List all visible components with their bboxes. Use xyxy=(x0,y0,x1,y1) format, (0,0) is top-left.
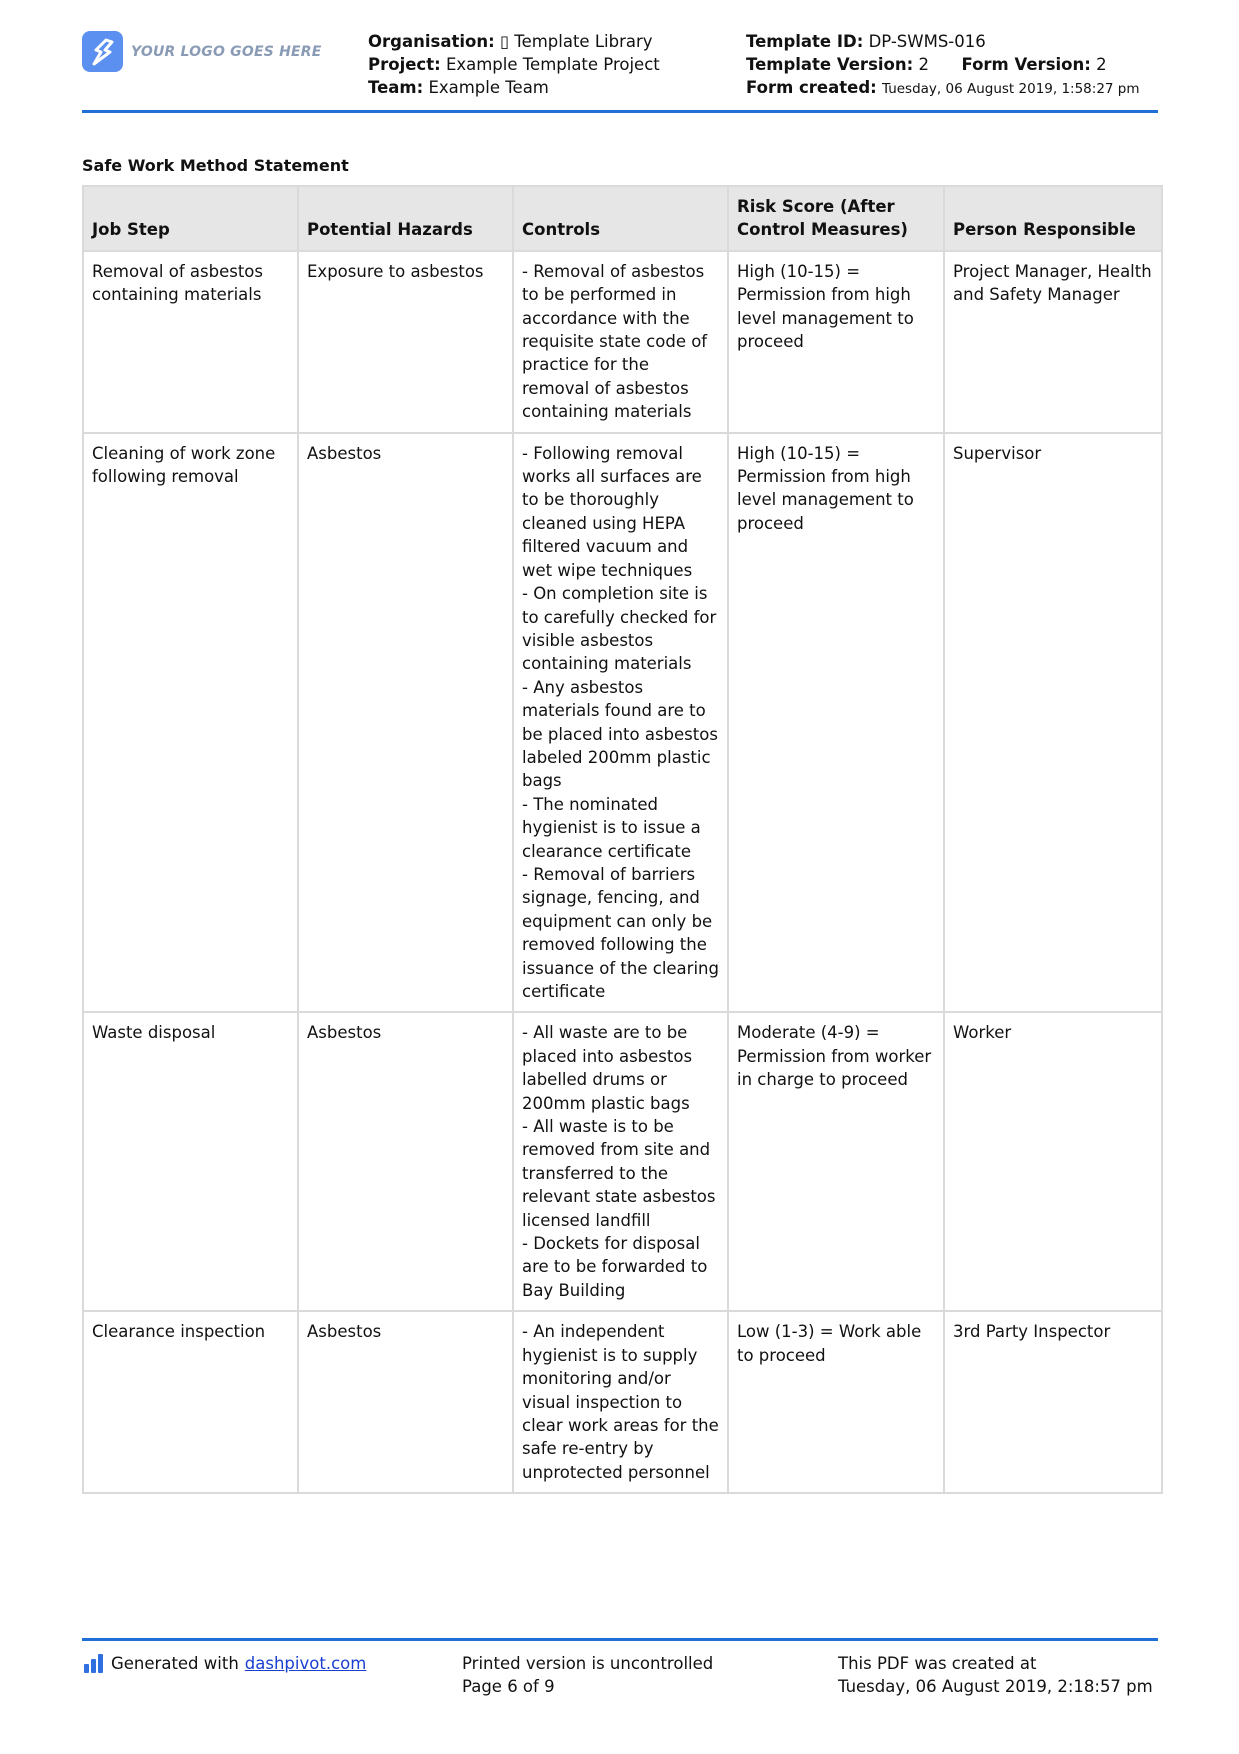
header-meta-right xyxy=(746,30,1140,101)
dashpivot-link[interactable]: dashpivot.com xyxy=(244,1654,367,1673)
cell-person: Supervisor xyxy=(944,433,1162,1013)
cell-job-step: Cleaning of work zone following removal xyxy=(83,433,298,1013)
cell-hazards: Exposure to asbestos xyxy=(298,251,513,433)
template-version-label: Template Version: xyxy=(746,55,914,74)
form-created-value: Tuesday, 06 August 2019, 1:58:27 pm xyxy=(882,81,1140,97)
building-icon: ▯ xyxy=(499,32,510,51)
cell-person: Worker xyxy=(944,1012,1162,1311)
form-created-label: Form created: xyxy=(746,78,877,97)
footer-generated xyxy=(84,1652,366,1675)
form-version-value: 2 xyxy=(1096,55,1107,74)
pdf-created-value: Tuesday, 06 August 2019, 2:18:57 pm xyxy=(838,1677,1153,1697)
version-line xyxy=(746,53,1140,76)
logo-icon xyxy=(82,31,123,72)
project-line xyxy=(368,53,660,76)
team-line xyxy=(368,76,660,99)
cell-controls: - All waste are to be placed into asbestos labelled drums or 200mm plastic bags - All waste is to be removed from site and transferred to the relevant state asbestos licensed landfill - Dockets for disposal are to be forwarded to Bay Building xyxy=(513,1012,728,1311)
table-row xyxy=(83,433,1162,1013)
dashpivot-bars-icon xyxy=(84,1654,103,1673)
organisation-value: Template Library xyxy=(514,32,653,51)
cell-controls: - An independent hygienist is to supply monitoring and/or visual inspection to clear work areas for the safe re-entry by unprotected personnel xyxy=(513,1311,728,1493)
col-header-person: Person Responsible xyxy=(944,186,1162,251)
table-header-row xyxy=(83,186,1162,251)
cell-risk: High (10-15) = Permission from high level management to proceed xyxy=(728,433,944,1013)
header-divider xyxy=(82,110,1158,113)
col-header-risk: Risk Score (After Control Measures) xyxy=(728,186,944,251)
template-id-value: DP-SWMS-016 xyxy=(868,32,986,51)
cell-person: 3rd Party Inspector xyxy=(944,1311,1162,1493)
cell-risk: Moderate (4-9) = Permission from worker in charge to proceed xyxy=(728,1012,944,1311)
cell-risk: Low (1-3) = Work able to proceed xyxy=(728,1311,944,1493)
footer-print-info xyxy=(462,1652,713,1699)
cell-controls: - Removal of asbestos to be performed in accordance with the requisite state code of practice for the removal of asbestos containing materials xyxy=(513,251,728,433)
project-value: Example Template Project xyxy=(445,55,660,74)
cell-hazards: Asbestos xyxy=(298,1012,513,1311)
swms-table xyxy=(82,185,1163,1494)
printed-notice: Printed version is uncontrolled xyxy=(462,1654,714,1673)
generated-prefix: Generated with xyxy=(111,1654,239,1673)
section-title: Safe Work Method Statement xyxy=(82,156,349,175)
header-meta-left xyxy=(368,30,660,99)
template-id-label: Template ID: xyxy=(746,32,864,51)
project-label: Project: xyxy=(368,55,441,74)
cell-hazards: Asbestos xyxy=(298,1311,513,1493)
table-row xyxy=(83,1311,1162,1493)
page-header xyxy=(82,28,1162,112)
template-version-value: 2 xyxy=(918,55,929,74)
logo-text: YOUR LOGO GOES HERE xyxy=(131,43,322,60)
cell-job-step: Waste disposal xyxy=(83,1012,298,1311)
cell-job-step: Removal of asbestos containing materials xyxy=(83,251,298,433)
page-number: Page 6 of 9 xyxy=(462,1677,555,1697)
footer-divider xyxy=(82,1638,1158,1641)
template-id-line xyxy=(746,30,1140,53)
cell-hazards: Asbestos xyxy=(298,433,513,1013)
pdf-created-label: This PDF was created at xyxy=(838,1654,1037,1673)
col-header-job-step: Job Step xyxy=(83,186,298,251)
footer-created xyxy=(838,1652,1158,1699)
cell-job-step: Clearance inspection xyxy=(83,1311,298,1493)
cell-person: Project Manager, Health and Safety Manager xyxy=(944,251,1162,433)
organisation-line xyxy=(368,30,660,53)
table-row xyxy=(83,1012,1162,1311)
form-version-label: Form Version: xyxy=(961,55,1091,74)
form-created-line xyxy=(746,76,1140,101)
table-row xyxy=(83,251,1162,433)
team-value: Example Team xyxy=(428,78,549,97)
cell-risk: High (10-15) = Permission from high level management to proceed xyxy=(728,251,944,433)
team-label: Team: xyxy=(368,78,424,97)
col-header-controls: Controls xyxy=(513,186,728,251)
cell-controls: - Following removal works all surfaces are to be thoroughly cleaned using HEPA filtered vacuum and wet wipe techniques - On completion site is to carefully checked for visible asbestos containing materials - Any asbestos materials found are to be placed into asbestos labeled 200mm plastic bags - The nominated hygienist is to issue a clearance certificate - Removal of barriers signage, fencing, and equipment can only be removed following the issuance of the clearing certificate xyxy=(513,433,728,1013)
organisation-label: Organisation: xyxy=(368,32,495,51)
col-header-hazards: Potential Hazards xyxy=(298,186,513,251)
company-logo xyxy=(82,31,322,72)
